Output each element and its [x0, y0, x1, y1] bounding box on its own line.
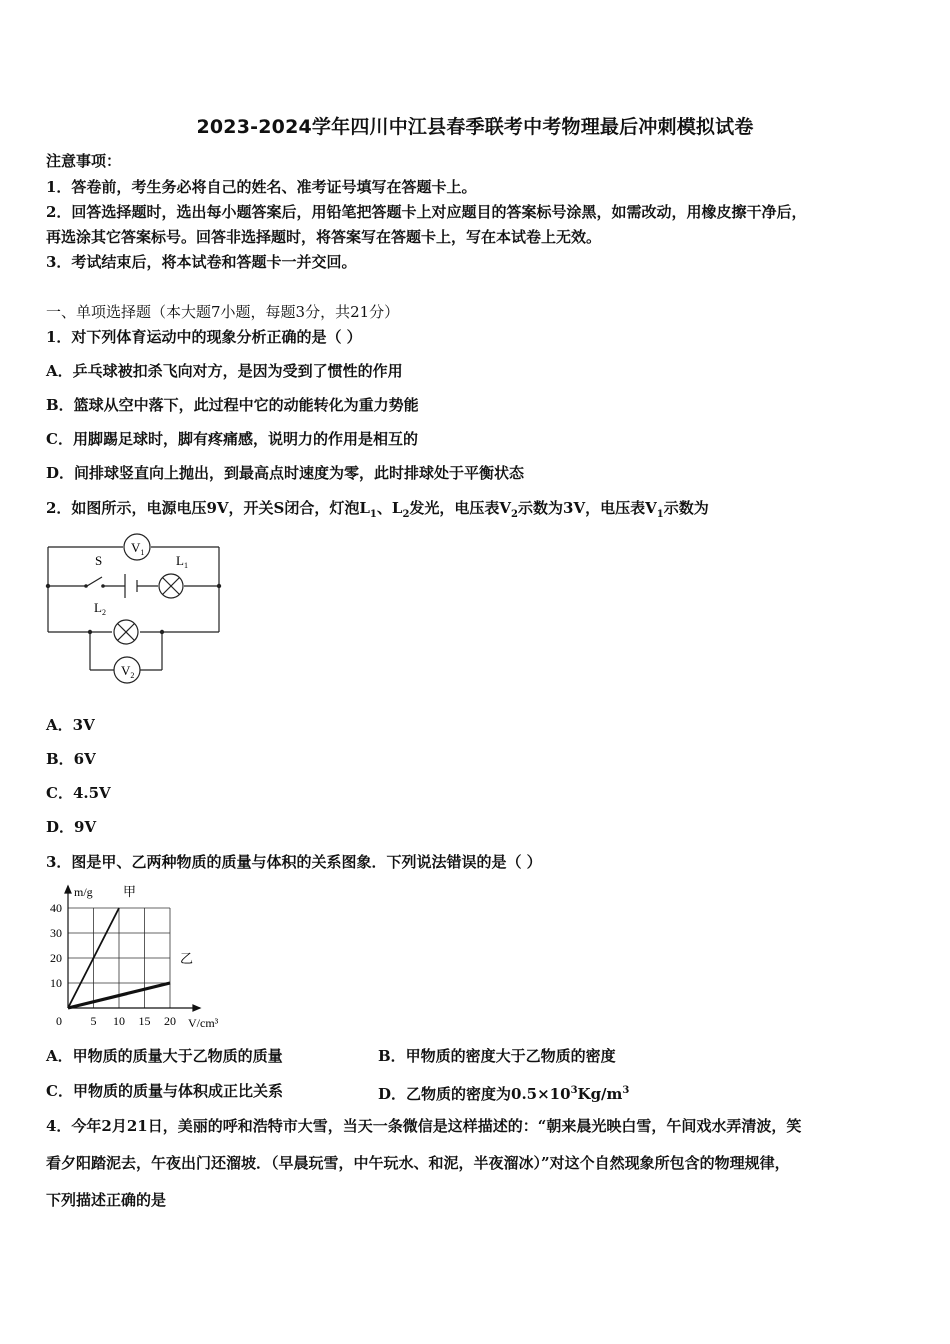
x-tick-label: 0 [56, 1014, 62, 1028]
question-3-option-c: C．甲物质的质量与体积成正比关系 [46, 1082, 283, 1100]
question-1-option-a: A．乒乓球被扣杀飞向对方，是因为受到了惯性的作用 [46, 362, 403, 380]
question-1-option-b: B．篮球从空中落下，此过程中它的动能转化为重力势能 [46, 396, 419, 414]
x-tick-label: 5 [90, 1014, 97, 1028]
question-1-stem: 1．对下列体育运动中的现象分析正确的是（ ） [46, 328, 362, 346]
x-tick-label: 10 [113, 1014, 125, 1028]
x-tick-label: 15 [138, 1014, 151, 1028]
question-2-option-d: D．9V [46, 818, 97, 836]
x-tick-label: 20 [164, 1014, 176, 1028]
question-4-line: 看夕阳踏泥去，午夜出门还溜坡．（早晨玩雪，中午玩水、和泥，半夜溜冰）”对这个自然现象所包含的物理规律， [46, 1154, 790, 1172]
question-4-line: 下列描述正确的是 [46, 1191, 167, 1209]
x-axis-arrow [193, 1005, 200, 1011]
question-2-option-c: C．4.5V [46, 784, 111, 802]
switch-label: S [95, 553, 103, 568]
voltmeter-v1-label: $V_1$ [131, 540, 145, 557]
x-axis-label: V/cm³ [188, 1016, 219, 1030]
question-3-option-b: B．甲物质的密度大于乙物质的密度 [378, 1047, 616, 1065]
series-label: 甲 [123, 884, 137, 899]
question-1-option-c: C．用脚踢足球时，脚有疼痛感，说明力的作用是相互的 [46, 430, 418, 448]
y-tick-label: 30 [50, 926, 62, 940]
lamp-l2-label: $L_2$ [94, 600, 106, 617]
y-tick-label: 20 [50, 951, 62, 965]
notice-item: 1．答卷前，考生务必将自己的姓名、准考证号填写在答题卡上。 [46, 178, 477, 196]
y-tick-label: 40 [50, 901, 62, 915]
question-3-stem: 3．图是甲、乙两种物质的质量与体积的关系图象．下列说法错误的是（ ） [46, 853, 542, 871]
page-title: 2023-2024学年四川中江县春季联考中考物理最后冲刺模拟试卷 [196, 116, 754, 138]
series-label: 乙 [180, 951, 194, 966]
question-3-option-a: A．甲物质的质量大于乙物质的质量 [46, 1047, 283, 1065]
notice-item: 再选涂其它答案标号。回答非选择题时，将答案写在答题卡上，写在本试卷上无效。 [46, 228, 602, 246]
question-4-line: 4．今年2月21日，美丽的呼和浩特市大雪，当天一条微信是这样描述的：“朝来晨光映白雪，午间戏水弄清波，笑 [46, 1117, 802, 1135]
lamp-l1-label: $L_1$ [176, 553, 188, 570]
notice-heading: 注意事项： [46, 152, 122, 170]
y-axis-label: m/g [74, 885, 93, 899]
section-heading: 一、单项选择题（本大题7小题，每题3分，共21分） [46, 303, 400, 321]
circuit-diagram [40, 530, 240, 690]
y-tick-label: 10 [50, 976, 62, 990]
question-2-option-a: A．3V [46, 716, 95, 734]
question-1-option-d: D．间排球竖直向上抛出，到最高点时速度为零，此时排球处于平衡状态 [46, 464, 525, 482]
question-3-option-d: D．乙物质的密度为$0.5\times 10^3Kg/m^3$ [378, 1085, 630, 1103]
question-2-option-b: B．6V [46, 750, 96, 768]
question-2-stem: 2．如图所示，电源电压9V，开关S闭合，灯泡$L_1$、$L_2$发光，电压表$V_2$示数为3V，电压表$V_1$示数为 [46, 499, 709, 520]
mass-volume-chart [40, 880, 250, 1035]
y-axis-arrow [65, 886, 71, 893]
notice-item: 2．回答选择题时，选出每小题答案后，用铅笔把答题卡上对应题目的答案标号涂黑，如需改动，用橡皮擦干净后， [46, 203, 807, 221]
voltmeter-v2-label: $V_2$ [121, 663, 135, 680]
notice-item: 3．考试结束后，将本试卷和答题卡一并交回。 [46, 253, 357, 271]
